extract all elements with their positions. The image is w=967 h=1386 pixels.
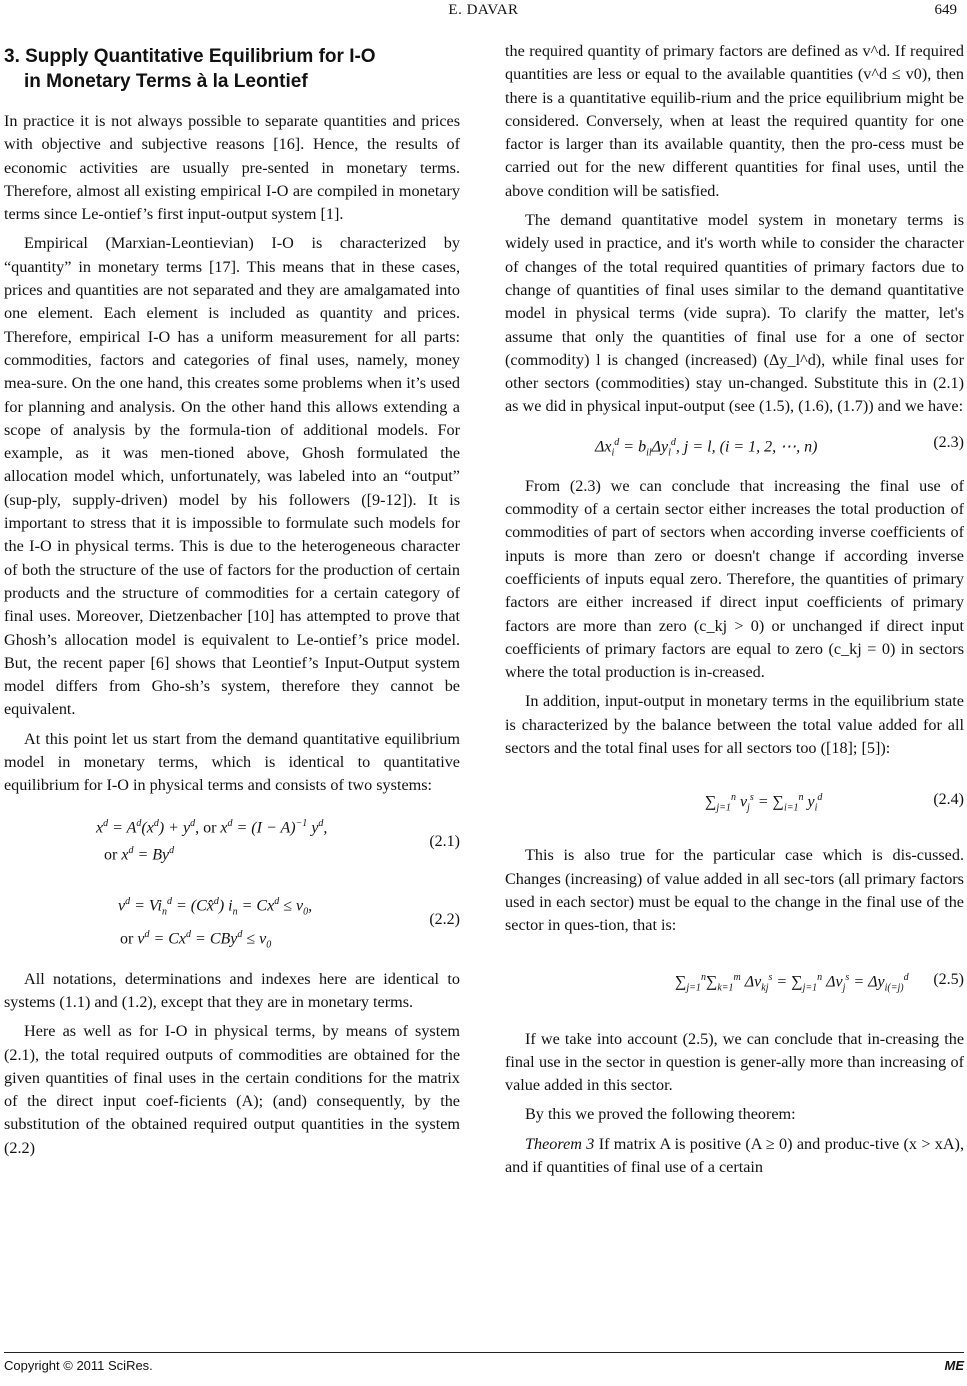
copyright: Copyright © 2011 SciRes. bbox=[4, 1358, 153, 1373]
footer-rule bbox=[4, 1352, 964, 1353]
equation-number: (2.5) bbox=[933, 970, 964, 988]
paragraph: By this we proved the following theorem: bbox=[525, 1105, 796, 1124]
theorem-text: If matrix A is positive (A ≥ 0) and produc-tive (x > xA), and if quantities of final use of a certain bbox=[505, 1134, 964, 1176]
paragraph: Empirical (Marxian-Leontievian) I-O is characterized by “quantity” in monetary terms [17]. This means that in these cases, prices and quantities are not separated and they are amalgamated into one element. Each element is included as quantity and prices. Therefore, empirical I-O has a uniform measurement for all parts: commodities, factors and categories of final uses, namely, money mea-sure. On the one hand, this creates some problems when it’s used for planning and analysis. On the other hand this allows extending a scope of analysis by the formula-tion of additional models. For example, as it was men-tioned above, Ghosh formulated the allocation model which, unfortunately, was labeled into an “output” (sup-ply, supply-driven) model by his followers ([9-12]). It is important to stress that it is impossible to formulate such models for the I-O in physical terms. This is due to the heterogeneous character of both the structure of the use of factors for the production of certain products and the structure of commodities for a certain category of final uses. Moreover, Dietzenbacher [10] has attempted to prove that Ghosh’s allocation model is equivalent to Le-ontief’s price model. But, the recent paper [6] shows that Leontief’s Input-Output system model differs from Gho-sh’s system, therefore they cannot be equivalent. bbox=[4, 234, 460, 719]
theorem-paragraph bbox=[505, 1133, 964, 1180]
equation-number: (2.4) bbox=[933, 791, 964, 809]
page-header bbox=[0, 0, 967, 24]
section-title-line1: 3. Supply Quantitative Equilibrium for I-O bbox=[4, 46, 376, 67]
paragraph: At this point let us start from the demand quantitative equilibrium model in monetary terms, which is identical to quantitative equilibrium for I-O in physical terms and consists of two systems: bbox=[4, 729, 460, 795]
paragraph: In addition, input-output in monetary terms in the equilibrium state is characterized by the balance between the total value added for all sectors and the total final uses for all sectors too ([18]; [5]): bbox=[505, 692, 964, 758]
equation-2-2: $v^d = Vi_n^d$ = (Cx̂$^d$) $i_n = Cx^d \le v_0$, or $v^d = Cx^d = CBy^d \le v_0$ (2.2) bbox=[118, 895, 460, 951]
paragraph: In practice it is not always possible to separate quantities and prices with objective and subjective reasons [16]. Hence, the results of economic activities are usually pre-sented in monetary terms. Therefore, almost all existing empirical I-O are compiled in monetary terms since Le-ontief’s first input-output system [1]. bbox=[4, 112, 460, 224]
equation-2-5: $\sum_{j=1}^n\sum_{k=1}^m$ $\Delta v_{kj}^s = \sum_{j=1}^n$ $\Delta v_j^s = \Delta y_{i(=j)}^d$ (2.5) bbox=[505, 952, 964, 1014]
equation-2-3: $\Delta x_i^d = b_{il}\Delta y_l^d$, j = l, (i = 1, 2, ⋯, n) (2.3) bbox=[505, 431, 964, 461]
paragraph: All notations, determinations and indexes here are identical to systems (1.1) and (1.2), except that they are in monetary terms. bbox=[4, 969, 460, 1011]
equation-number: (2.3) bbox=[933, 433, 964, 451]
paragraph: If we take into account (2.5), we can conclude that in-creasing the final use in the sector in question is gener-ally more than increasing of value added in this sector. bbox=[505, 1029, 964, 1095]
paragraph: the required quantity of primary factors are defined as v^d. If required quantities are less or equal to the available quantities (v^d ≤ v0), then there is a quantitative equilib-rium and the price equilibrium might be considered. Conversely, when at least the required quantity for one factor is larger than its available quantity, then the pro-cess must be carried out for the new different quantities for final uses, until the above condition will be satisfied. bbox=[505, 42, 964, 200]
equation-number: (2.2) bbox=[429, 910, 460, 928]
equation-number: (2.1) bbox=[429, 832, 460, 850]
running-author: E. DAVAR bbox=[448, 2, 519, 18]
page-number: 649 bbox=[934, 2, 957, 18]
paragraph: From (2.3) we can conclude that increasing the final use of commodity of a certain sector either increases the total production of commodities of part of sectors when according inverse coefficients of inputs is more than zero or doesn't change if according inverse coefficients of inputs equal zero. Therefore, the quantities of primary factors are either increased if direct input coefficients of primary factors are more than zero (c_kj > 0) or unchanged if direct input coefficients of primary factors are equal to zero (c_kj = 0) in sectors where the total production is in-creased. bbox=[505, 476, 964, 682]
paragraph: Here as well as for I-O in physical terms, by means of system (2.1), the total required outputs of commodities are obtained for the given quantities of final uses in the certain conditions for the matrix of the direct input coef-ficients (A); (and) consequently, by the substitution of the obtained required output quantities in the system (2.2) bbox=[4, 1022, 460, 1157]
theorem-label: Theorem 3 bbox=[525, 1134, 595, 1153]
paragraph: The demand quantitative model system in monetary terms is widely used in practice, and it's worth while to consider the character of changes of the total required quantities of primary factors due to change of quantities of final uses similar to the demand quantitative model in physical terms (vide supra). To clarify the matter, let's assume that only the quantities of final use for a one of sector (commodity) l is changed (increased) (Δy_l^d), while final uses for other sectors (commodities) stay un-changed. Substitute this in (2.1) as we did in physical input-output (see (1.5), (1.6), (1.7)) and we have: bbox=[505, 211, 964, 416]
equation-2-1: $x^d = A^d(x^d) + y^d$, or $x^d = (I - A)^{-1}$ $y^d$, or $x^d = By^d$ (2.1) bbox=[96, 817, 460, 864]
section-title bbox=[4, 44, 460, 94]
right-column bbox=[505, 40, 964, 1185]
equation-2-4: $\sum_{j=1}^n$ $v_j^s = \sum_{i=1}^n$ $y_i^d$ (2.4) bbox=[505, 774, 964, 830]
section-title-line2: in Monetary Terms à la Leontief bbox=[24, 71, 308, 92]
left-column bbox=[4, 40, 460, 1166]
journal-abbrev: ME bbox=[944, 1358, 964, 1373]
paragraph: This is also true for the particular case which is dis-cussed. Changes (increasing) of value added in all sec-tors (all primary factors used in each sector) must be equal to the change in the final use of the sector in ques-tion, that is: bbox=[505, 846, 964, 935]
